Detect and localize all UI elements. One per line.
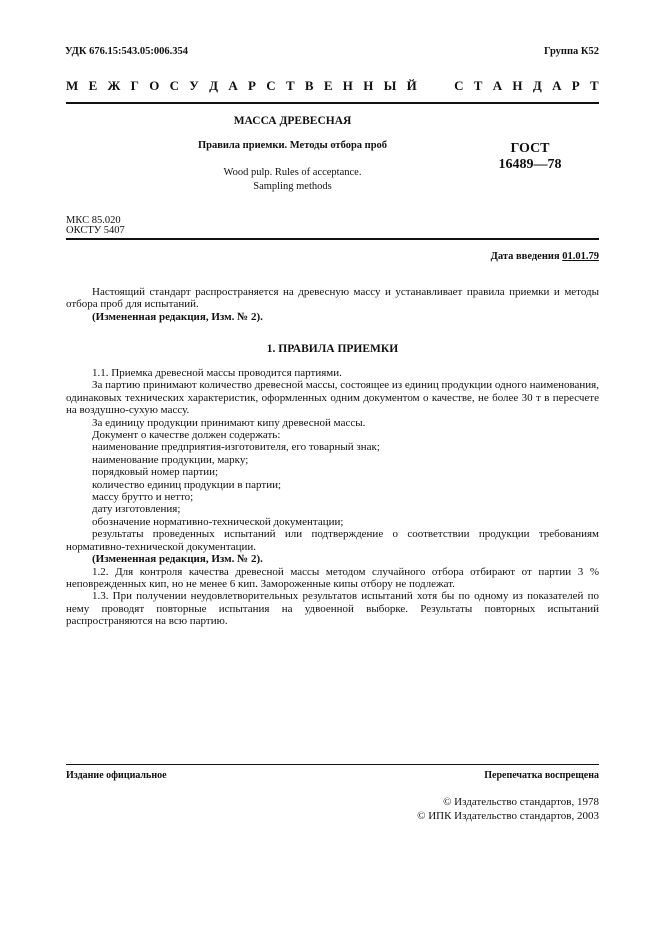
intro-date-label: Дата введения [490,251,560,262]
banner-letter: С [454,78,464,93]
banner-letter: Ж [107,78,121,93]
english-title [150,166,435,194]
banner-letter: Н [342,78,353,93]
banner-letter: Г [130,78,139,93]
list-item: массу брутто и нетто; [92,491,194,504]
banner-letter: Н [363,78,374,93]
batch-definition: За партию принимают количество древесной массы, состоящее из единиц продукции одного наименования, одинаковых технических характеристик, оформленных одним документом о качестве, не более 30 т в пересчете на воздушно-сухую массу. [66,379,599,417]
group-code: Группа К52 [543,46,599,57]
section-1-amendment: (Измененная редакция, Изм. № 2). [92,553,263,566]
clause-1-1: 1.1. Приемка древесной массы проводится партиями. [92,367,342,379]
english-title-line2: Sampling methods [253,181,332,192]
banner-letter: Р [248,78,256,93]
banner-letter: А [552,78,562,93]
banner-letter: В [304,78,314,93]
section-1-title: 1. ПРАВИЛА ПРИЕМКИ [266,343,399,355]
preamble [66,286,599,323]
banner-letter: Д [209,78,219,93]
document-requirements: Документ о качестве должен содержать: [92,429,281,442]
reprint-notice: Перепечатка воспрещена [484,770,599,781]
banner-letter: Т [473,78,483,93]
banner-letter: А [228,78,238,93]
preamble-paragraph: Настоящий стандарт распространяется на древесную массу и устанавливает правила приемки и методы отбора проб для испытаний. [66,286,599,311]
section-1-body [66,367,599,628]
banner-letter: Ы [383,78,397,93]
list-item: количество единиц продукции в партии; [92,478,282,491]
intro-date-value: 01.01.79 [562,251,599,262]
list-item: наименование предприятия-изготовителя, его товарный знак; [92,441,380,454]
standard-title: МАССА ДРЕВЕСНАЯ [233,115,352,127]
copyright-2003: © ИПК Издательство стандартов, 2003 [417,810,599,822]
mks-code: МКС 85.020 [66,215,121,226]
top-rule [66,102,599,104]
banner-letter: Д [532,78,542,93]
gost-number: 16489—78 [498,157,562,172]
banner-letter: М [66,78,79,93]
preamble-amendment: (Измененная редакция, Изм. № 2). [92,310,263,323]
footer-rule [66,764,599,765]
banner-letter: Т [285,78,295,93]
banner-letter: А [492,78,503,93]
banner-letter: Н [512,78,523,93]
gost-label: ГОСТ [510,141,550,156]
codes-rule [66,238,599,240]
udk-code: УДК 676.15:543.05:006.354 [65,46,188,57]
gost-designation [480,141,580,173]
banner-letter: Е [323,78,333,93]
banner-letter: Е [88,78,98,93]
official-edition: Издание официальное [66,770,167,781]
copyright-1978: © Издательство стандартов, 1978 [443,796,599,808]
banner-letter: Т [589,78,599,93]
banner-letter: С [169,78,180,93]
clause-1-3: 1.3. При получении неудовлетворительных результатов испытаний хотя бы по одному из показателей по нему проводят повторные испытания на удвоенной выборке. Результаты повторных испытаний распространяются на всю партию. [66,590,599,628]
banner-letter: Р [571,78,580,93]
unit-definition: За единицу продукции принимают кипу древесной массы. [92,416,366,429]
standard-banner [66,78,599,94]
list-item: результаты проведенных испытаний или подтверждение о соответствии продукции требованиям нормативно-технической документации. [66,528,599,553]
list-item: порядковый номер партии; [92,466,219,479]
list-item: наименование продукции, марку; [92,453,249,466]
banner-letter: Й [406,78,417,93]
list-item: дату изготовления; [92,503,181,516]
list-item: обозначение нормативно-технической документации; [92,515,344,528]
standard-subtitle: Правила приемки. Методы отбора проб [197,140,388,151]
banner-gap [427,78,430,94]
banner-letter: О [149,78,160,93]
okstu-code: ОКСТУ 5407 [66,225,125,236]
clause-1-2: 1.2. Для контроля качества древесной массы методом случайного отбора отбирают от партии 3 % неповрежденных кип, но не менее 6 кип. Замороженные кипы отбору не подлежат. [66,565,599,590]
classification-codes [66,216,125,236]
banner-letter: У [189,78,199,93]
banner-gap [441,78,444,94]
english-title-line1: Wood pulp. Rules of acceptance. [223,167,362,178]
banner-letter: С [266,78,276,93]
introduction-date [491,251,599,262]
